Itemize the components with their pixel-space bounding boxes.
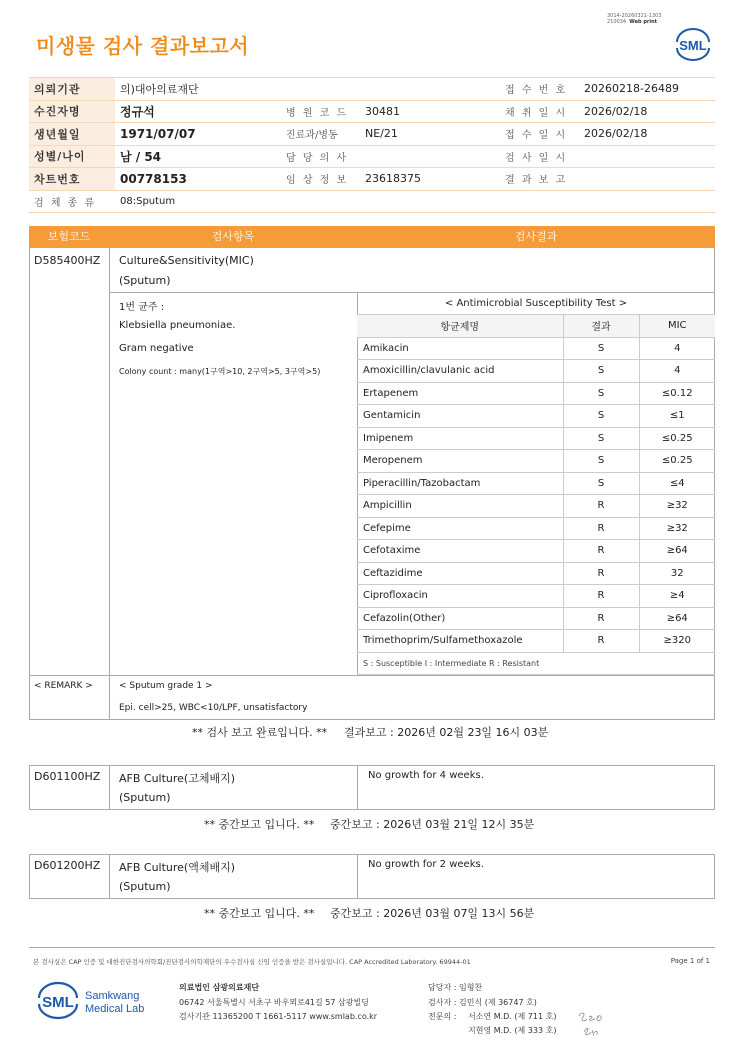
ast-result: R xyxy=(563,607,639,630)
footer-specialist-1: 서소연 M.D. (제 711 호) xyxy=(468,1012,557,1021)
receipt-no-label: 접 수 번 호 xyxy=(500,78,579,101)
test3-divider-2 xyxy=(357,854,358,899)
test2-code: D601100HZ xyxy=(34,770,101,783)
ast-mic: ≤0.25 xyxy=(639,427,715,450)
birth-label: 생년월일 xyxy=(29,123,115,146)
accreditation-note: 본 검사실은 CAP 인증 및 대한진단검사의학회/진단검사의학재단의 우수검사실 신임 인증을 받은 검사실입니다. CAP Accredited Laboratory. 69944-01 xyxy=(33,958,471,966)
ast-mic: 32 xyxy=(639,562,715,585)
ast-mic: ≤0.25 xyxy=(639,450,715,473)
hospital-code-label: 병 원 코 드 xyxy=(281,100,360,123)
test-date-value xyxy=(579,145,715,168)
receive-date-label: 접 수 일 시 xyxy=(500,123,579,146)
patient-name-label: 수진자명 xyxy=(29,100,115,123)
ast-row xyxy=(357,607,715,630)
ast-row xyxy=(357,360,715,383)
footer-divider xyxy=(29,947,715,948)
ast-header-drug: 항균제명 xyxy=(357,315,563,338)
report-title: 미생물 검사 결과보고서 xyxy=(36,34,250,58)
ast-result: S xyxy=(563,427,639,450)
hospital-code-value: 30481 xyxy=(360,100,500,123)
ast-drug-name: Cefepime xyxy=(357,517,563,540)
ast-mic: ≥32 xyxy=(639,517,715,540)
remark-label: < REMARK > xyxy=(34,681,93,691)
test2-result: No growth for 4 weeks. xyxy=(368,770,484,781)
organism-name: Klebsiella pneumoniae. xyxy=(119,320,236,331)
header-code: 보험코드 xyxy=(47,230,91,243)
test1-name: Culture&Sensitivity(MIC) xyxy=(119,254,254,267)
ast-row xyxy=(357,382,715,405)
ast-mic: ≥4 xyxy=(639,585,715,608)
test1-divider-1 xyxy=(109,248,110,720)
receipt-no-value: 20260218-26489 xyxy=(579,78,715,101)
birth-value: 1971/07/07 xyxy=(115,123,281,146)
ast-result: S xyxy=(563,337,639,360)
test2-name: AFB Culture(고체배지) xyxy=(119,772,236,785)
test3-name: AFB Culture(액체배지) xyxy=(119,861,236,874)
test2-divider-1 xyxy=(109,765,110,810)
sex-age-label: 성별/나이 xyxy=(29,145,115,168)
test2-divider-2 xyxy=(357,765,358,810)
ast-drug-name: Imipenem xyxy=(357,427,563,450)
ast-mic: ≤0.12 xyxy=(639,382,715,405)
ast-result: R xyxy=(563,585,639,608)
ast-result: S xyxy=(563,450,639,473)
header-result: 검사결과 xyxy=(514,230,558,243)
test2-report-time: 중간보고 : 2026년 03월 21일 12시 35분 xyxy=(330,818,535,831)
test1-divider-h2 xyxy=(29,675,715,676)
patient-name-value: 정규석 xyxy=(115,100,281,123)
ast-mic: ≥64 xyxy=(639,540,715,563)
gram-stain: Gram negative xyxy=(119,343,194,354)
ast-drug-name: Gentamicin xyxy=(357,405,563,428)
collect-date-value: 2026/02/18 xyxy=(579,100,715,123)
footer-logo-line2: Medical Lab xyxy=(85,1003,145,1015)
remark-line-1: < Sputum grade 1 > xyxy=(119,681,213,691)
ast-drug-name: Meropenem xyxy=(357,450,563,473)
ast-header-mic: MIC xyxy=(639,315,715,338)
ast-drug-name: Ceftazidime xyxy=(357,562,563,585)
specimen-label: 검 체 종 류 xyxy=(29,190,115,213)
ast-row xyxy=(357,337,715,360)
ast-legend-row xyxy=(357,652,715,674)
ast-mic: ≥320 xyxy=(639,630,715,653)
test1-code: D585400HZ xyxy=(34,254,101,267)
ast-mic: 4 xyxy=(639,337,715,360)
test2-specimen: (Sputum) xyxy=(119,791,171,804)
report-label: 결 과 보 고 xyxy=(500,168,579,191)
ast-drug-name: Ertapenem xyxy=(357,382,563,405)
footer-org-name: 의료법인 삼광의료재단 xyxy=(179,983,260,992)
doctor-value xyxy=(360,145,500,168)
req-org-value: 의)대아의료재단 xyxy=(115,78,500,101)
clinical-info-label: 임 상 정 보 xyxy=(281,168,360,191)
ast-title: < Antimicrobial Susceptibility Test > xyxy=(357,292,715,315)
print-label: Web print xyxy=(629,19,658,25)
footer-contact: 검사기관 11365200 T 1661-5117 www.smlab.co.kr xyxy=(179,1012,378,1021)
isolate-label: 1번 균주 : xyxy=(119,302,165,313)
req-org-label: 의뢰기관 xyxy=(29,78,115,101)
chart-no-label: 차트번호 xyxy=(29,168,115,191)
dept-label: 진료과/병동 xyxy=(281,123,360,146)
ast-result: S xyxy=(563,382,639,405)
colony-count: Colony count : many(1구역>10, 2구역>5, 3구역>5) xyxy=(119,367,321,376)
patient-info-table xyxy=(29,77,715,213)
ast-drug-name: Amikacin xyxy=(357,337,563,360)
footer-specialist-2: 지현영 M.D. (제 333 호) xyxy=(468,1026,557,1035)
ast-mic: 4 xyxy=(639,360,715,383)
footer-specialist-label: 전문의 : xyxy=(428,1012,457,1021)
test3-divider-1 xyxy=(109,854,110,899)
ast-drug-name: Cefazolin(Other) xyxy=(357,607,563,630)
ast-header-result: 결과 xyxy=(563,315,639,338)
chart-no-value: 00778153 xyxy=(115,168,281,191)
page-number: Page 1 of 1 xyxy=(670,957,710,965)
sml-footer-logo-icon xyxy=(36,980,80,1020)
test3-result: No growth for 2 weeks. xyxy=(368,859,484,870)
ast-drug-name: Trimethoprim/Sulfamethoxazole xyxy=(357,630,563,653)
ast-result: R xyxy=(563,540,639,563)
ast-row xyxy=(357,495,715,518)
ast-row xyxy=(357,405,715,428)
footer-manager: 담당자 : 임형찬 xyxy=(428,983,483,992)
ast-result: R xyxy=(563,630,639,653)
ast-drug-name: Piperacillin/Tazobactam xyxy=(357,472,563,495)
ast-mic: ≤4 xyxy=(639,472,715,495)
test2-status: ** 중간보고 입니다. ** xyxy=(204,818,315,831)
ast-row xyxy=(357,472,715,495)
report-value xyxy=(579,168,715,191)
footer-logo-line1: Samkwang xyxy=(85,990,140,1002)
ast-mic: ≥64 xyxy=(639,607,715,630)
test-date-label: 검 사 일 시 xyxy=(500,145,579,168)
svg-text:SML: SML xyxy=(679,38,707,53)
ast-drug-name: Cefotaxime xyxy=(357,540,563,563)
ast-legend: S : Susceptible I : Intermediate R : Resistant xyxy=(357,652,715,674)
collect-date-label: 채 취 일 시 xyxy=(500,100,579,123)
ast-row xyxy=(357,517,715,540)
sml-logo-icon xyxy=(673,26,713,62)
test1-specimen: (Sputum) xyxy=(119,274,171,287)
clinical-info-value: 23618375 xyxy=(360,168,500,191)
ast-result: S xyxy=(563,472,639,495)
ast-result: R xyxy=(563,562,639,585)
handwritten-signature-icon xyxy=(576,1008,610,1040)
svg-text:SML: SML xyxy=(42,994,74,1011)
print-time: 210034 xyxy=(607,19,627,25)
ast-row xyxy=(357,562,715,585)
sex-age-value: 남 / 54 xyxy=(115,145,281,168)
doctor-label: 담 당 의 사 xyxy=(281,145,360,168)
remark-line-2: Epi. cell>25, WBC<10/LPF, unsatisfactory xyxy=(119,703,308,713)
ast-drug-name: Ampicillin xyxy=(357,495,563,518)
ast-row xyxy=(357,450,715,473)
ast-row xyxy=(357,630,715,653)
header-item: 검사항목 xyxy=(211,230,255,243)
ast-result: S xyxy=(563,405,639,428)
ast-drug-name: Ciprofloxacin xyxy=(357,585,563,608)
footer-tester: 검사자 : 김민식 (제 36747 호) xyxy=(428,998,537,1007)
test3-code: D601200HZ xyxy=(34,859,101,872)
print-id: 3014-20260321-1303 xyxy=(607,13,662,19)
footer-address: 06742 서울특별시 서초구 바우뫼로41길 57 삼광빌딩 xyxy=(179,998,369,1007)
dept-value: NE/21 xyxy=(360,123,500,146)
ast-row xyxy=(357,540,715,563)
ast-drug-name: Amoxicillin/clavulanic acid xyxy=(357,360,563,383)
print-info xyxy=(607,13,662,25)
ast-table xyxy=(357,292,715,675)
specimen-value: 08:Sputum xyxy=(115,190,715,213)
test3-report-time: 중간보고 : 2026년 03월 07일 13시 56분 xyxy=(330,907,535,920)
test1-status: ** 검사 보고 완료입니다. ** xyxy=(192,726,328,739)
ast-row xyxy=(357,427,715,450)
ast-mic: ≤1 xyxy=(639,405,715,428)
ast-row xyxy=(357,585,715,608)
test1-report-time: 결과보고 : 2026년 02월 23일 16시 03분 xyxy=(344,726,549,739)
results-header xyxy=(29,226,715,248)
receive-date-value: 2026/02/18 xyxy=(579,123,715,146)
test3-specimen: (Sputum) xyxy=(119,880,171,893)
ast-result: R xyxy=(563,495,639,518)
ast-result: R xyxy=(563,517,639,540)
test3-status: ** 중간보고 입니다. ** xyxy=(204,907,315,920)
ast-result: S xyxy=(563,360,639,383)
ast-mic: ≥32 xyxy=(639,495,715,518)
